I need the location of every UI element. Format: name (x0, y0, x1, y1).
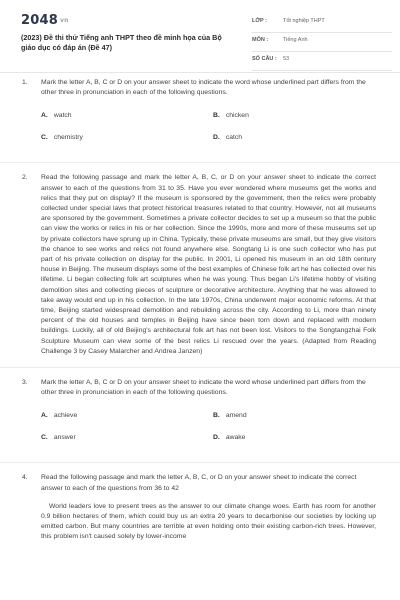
exam-meta (252, 16, 392, 73)
header (0, 0, 400, 62)
option-text: amend (225, 412, 247, 420)
option-a[interactable] (41, 112, 72, 119)
header-divider (0, 72, 400, 73)
question-4 (0, 473, 400, 542)
option-text: achieve (53, 412, 78, 420)
question-divider (0, 462, 400, 463)
option-b[interactable] (213, 112, 249, 119)
option-letter: D. (213, 434, 220, 442)
option-letter: B. (213, 412, 220, 420)
option-letter: D. (213, 134, 220, 142)
question-number: 2. (22, 174, 28, 182)
logo-suffix: vn (59, 17, 69, 24)
logo-text: 2048 (21, 13, 58, 28)
option-text: chicken (225, 112, 249, 120)
meta-value: Tiếng Anh (283, 37, 308, 43)
option-text: chemistry (53, 134, 83, 142)
option-a[interactable] (41, 412, 77, 419)
question-prompt: Mark the letter A, B, C or D on your answer sheet to indicate the word whose underlined part differs from the other three in pronunciation in each of the following questions. (41, 379, 366, 397)
option-c[interactable] (41, 134, 83, 141)
option-text: catch (225, 134, 243, 142)
option-c[interactable] (41, 434, 76, 441)
question-2 (0, 173, 400, 357)
question-number: 3. (22, 379, 28, 387)
answer-options (41, 406, 376, 452)
question-prompt: Read the following passage and mark the letter A, B, C, or D on your answer sheet to indicate the correct answer to each of the questions from 31 to 35. (41, 174, 376, 192)
meta-row-count (252, 54, 392, 71)
meta-row-subject (252, 35, 392, 52)
site-logo[interactable] (21, 13, 69, 28)
question-prompt: Mark the letter A, B, C or D on your answer sheet to indicate the word whose underlined part differs from the other three in pronunciation in each of the following questions. (41, 79, 366, 97)
meta-key: LỚP : (252, 18, 267, 24)
meta-key: SỐ CÂU : (252, 56, 277, 62)
option-letter: B. (213, 112, 220, 120)
question-3 (0, 378, 400, 452)
question-1 (0, 78, 400, 152)
option-d[interactable] (213, 134, 242, 141)
option-letter: A. (41, 112, 48, 120)
option-b[interactable] (213, 412, 247, 419)
question-prompt: Read the following passage and mark the letter A, B, C, or D on your answer sheet to indicate the correct answer to each of the questions from 36 to 42 (41, 474, 357, 492)
option-letter: C. (41, 134, 48, 142)
meta-key: MÔN : (252, 37, 269, 43)
option-letter: A. (41, 412, 48, 420)
passage-text: World leaders love to present trees as the answer to our climate change woes. Earth has room for another 0.9 billion hectares of them, which could buy us an extra 20 years to decarbonise our societies by locking up emitted carbon. But many countries are terrible at even holding onto their existing carbon-rich trees. However, this problem isn't caused solely by lower-income (41, 502, 376, 541)
question-list (0, 78, 400, 543)
option-text: answer (53, 434, 76, 442)
answer-options (41, 106, 376, 152)
meta-value: Tốt nghiệp THPT (283, 18, 325, 24)
meta-value: 53 (283, 56, 290, 62)
question-passage (41, 173, 376, 357)
question-divider (0, 162, 400, 163)
meta-row-class (252, 16, 392, 33)
option-text: awake (225, 434, 246, 442)
option-d[interactable] (213, 434, 245, 441)
option-letter: C. (41, 434, 48, 442)
passage-text: Have you ever wondered where museums get the works and relics that they put on display? If the museum is sponsored by the government, then the relics were probably collected under special laws that protect historical treasures related to that country. However, not all museums are sponsored by the government. Sometimes a private collector decides to set up a museum so that the public can view the works or relics in his or her collection. Since the 1990s, more and more of these museums set up by private collectors have sprung up in China. Typically, these private museums are small, but they give visitors the chance to see works and relics not found anywhere else. Songtang Li is one such collector who has put part of his private collection on display for the public. In 2001, Li opened his museum in an old 18th century house in Beijing. The museum displays some of the best examples of Chinese folk art he has collected over his lifetime. Li began collecting folk art sculptures when he was young. Thus began Li's lifetime hobby of visiting demolition sites and collecting pieces of sculpture or decorative architecture. Anything that he was allowed to take away would end up in his collection. In the late 1970s, China underwent major economic reforms. At that time, Beijing started widespread demolition and rebuilding across the city. According to Li, more than ninety percent of the old houses and temples in Beijing have since been torn down and replaced with modern buildings. Luckily, all of old Beijing's architectural folk art has not been lost. Visitors to the Songtangzhai Folk Sculpture Museum can view some of the best relics Li rescued over the years. (Adapted from Reading Challenge 3 by Casey Malarcher and Andrea Janzen) (41, 184, 377, 355)
option-text: watch (53, 112, 72, 120)
page-title: (2023) Đề thi thử Tiếng anh THPT theo đề minh họa của Bộ giáo dục có đáp án (Đề 47) (21, 33, 222, 52)
question-number: 4. (22, 474, 28, 482)
question-number: 1. (22, 79, 28, 86)
question-divider (0, 367, 400, 368)
